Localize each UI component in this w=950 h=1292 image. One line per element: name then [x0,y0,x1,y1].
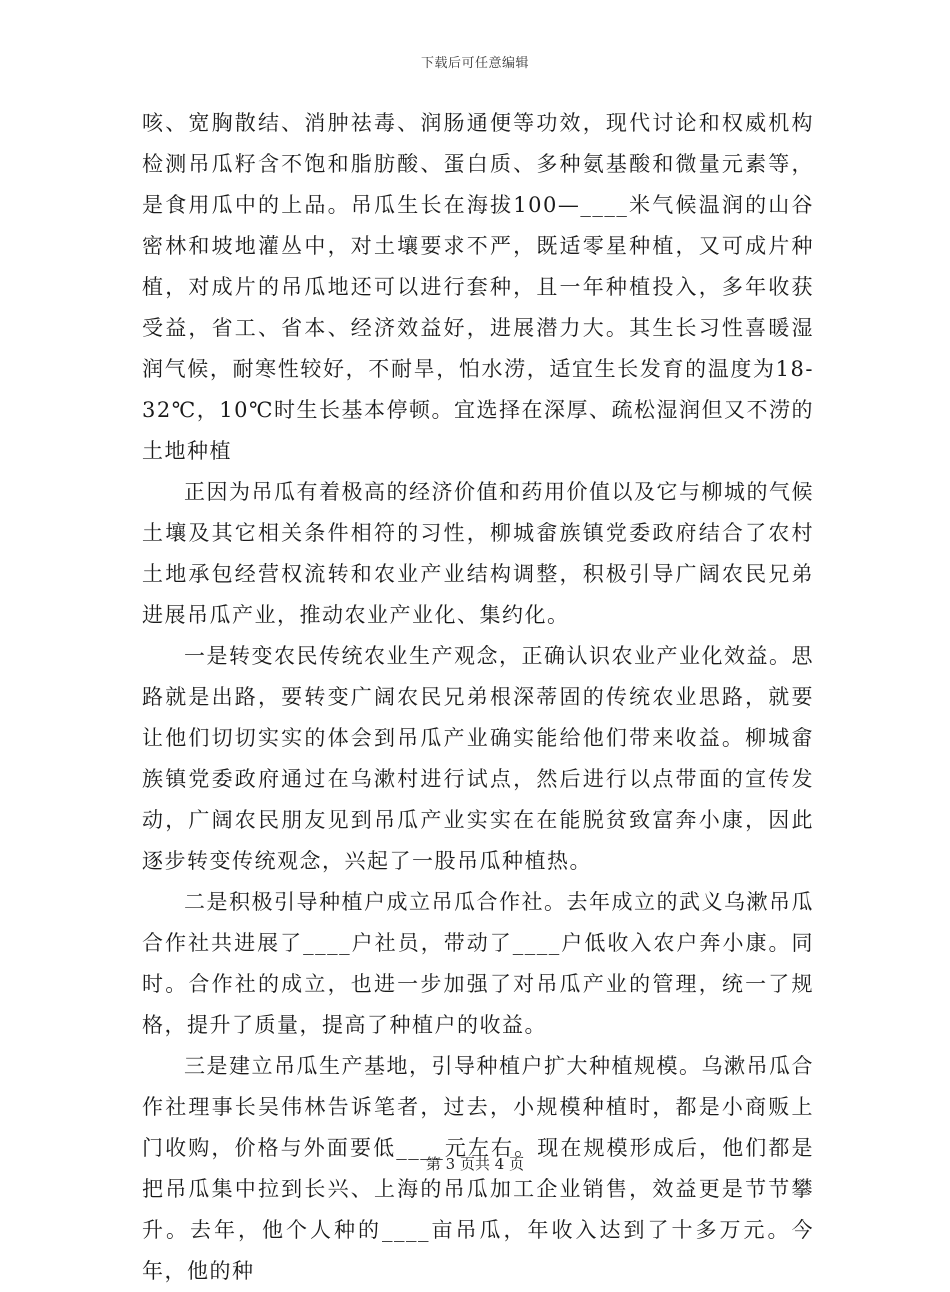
paragraph: 正因为吊瓜有着极高的经济价值和药用价值以及它与柳城的气候土壤及其它相关条件相符的习性，柳城畲族镇党委政府结合了农村土地承包经营权流转和农业产业结构调整，积极引导广阔农民兄弟进展吊瓜产业，推动农业产业化、集约化。 [142,480,814,627]
paragraph: 二是积极引导种植户成立吊瓜合作社。去年成立的武义乌漱吊瓜合作社共进展了____户社员，带动了____户低收入农户奔小康。同时。合作社的成立，也进一步加强了对吊瓜产业的管理，统一了规格，提升了质量，提高了种植户的收益。 [142,890,814,1037]
page-footer: 第 3 页共 4 页 [425,1155,525,1173]
paragraph: 一是转变农民传统农业生产观念，正确认识农业产业化效益。思路就是出路，要转变广阔农民兄弟根深蒂固的传统农业思路，就要让他们切切实实的体会到吊瓜产业确实能给他们带来收益。柳城畲族镇党委政府通过在乌漱村进行试点，然后进行以点带面的宣传发动，广阔农民朋友见到吊瓜产业实实在在能脱贫致富奔小康，因此逐步转变传统观念，兴起了一股吊瓜种植热。 [142,644,814,873]
page-header: 下载后可任意编辑 [420,56,529,71]
paragraph: 三是建立吊瓜生产基地，引导种植户扩大种植规模。乌漱吊瓜合作社理事长吴伟林告诉笔者，过去，小规模种植时，都是小商贩上门收购，价格与外面要低____元左右。现在规模形成后，他们都是把吊瓜集中拉到长兴、上海的吊瓜加工企业销售，效益更是节节攀升。去年，他个人种的____亩吊瓜，年收入达到了十多万元。今年，他的种 [142,1054,814,1283]
document-body [142,103,814,1292]
paragraph: 咳、宽胸散结、消肿祛毒、润肠通便等功效，现代讨论和权威机构检测吊瓜籽含不饱和脂肪酸、蛋白质、多种氨基酸和微量元素等，是食用瓜中的上品。吊瓜生长在海拔100—____米气候温润的山谷密林和坡地灌丛中，对土壤要求不严，既适零星种植，又可成片种植，对成片的吊瓜地还可以进行套种，且一年种植投入，多年收获受益，省工、省本、经济效益好，进展潜力大。其生长习性喜暖湿润气候，耐寒性较好，不耐旱，怕水涝，适宜生长发育的温度为18-32℃，10℃时生长基本停顿。宜选择在深厚、疏松湿润但又不涝的土地种植 [142,111,814,463]
